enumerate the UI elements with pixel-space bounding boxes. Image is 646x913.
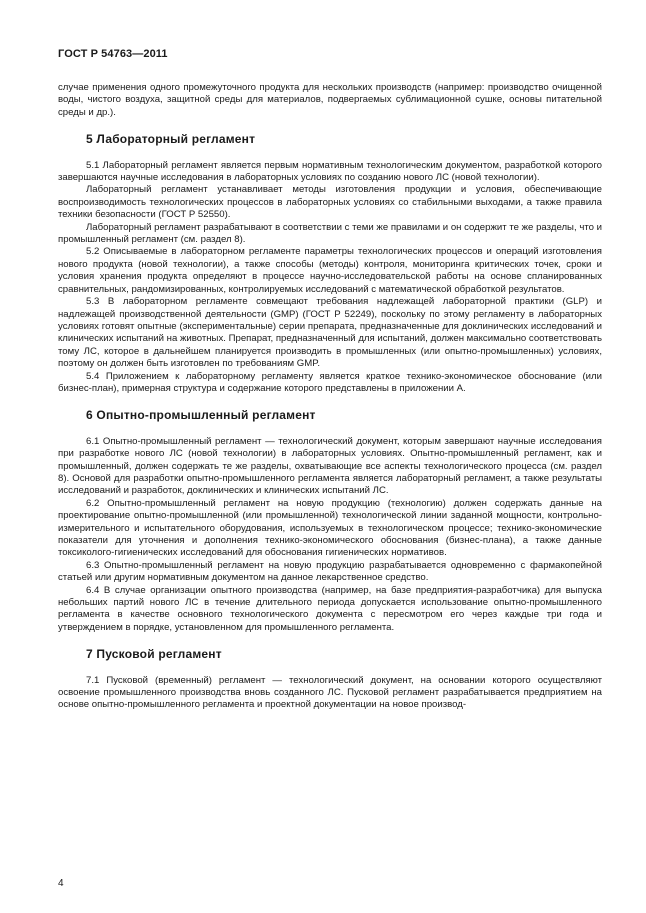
section-5-paragraph-1: 5.1 Лабораторный регламент является первым нормативным технологическим документом, разработкой которого завершаются научные исследования в лабораторных условиях по созданию нового ЛС (новой технологии). xyxy=(58,159,602,184)
section-5-paragraph-5: 5.3 В лабораторном регламенте совмещают требования надлежащей лабораторной практики (GLP) и надлежащей производственной деятельности (GMP) (ГОСТ Р 52249), поскольку по этому регламенту в лабораторных условиях готовят опытные (экспериментальные) серии препарата, предназначенные для доклинических исследований и клинических испытаний на животных. Препарат, предназначенный для испытаний, должен максимально соответствовать тому ЛС, которое в дальнейшем планируется производить в промышленных (или опытно-промышленных) условиях, поэтому он должен быть изготовлен по требованиям GMP. xyxy=(58,296,602,370)
document-header: ГОСТ Р 54763—2011 xyxy=(58,48,168,60)
section-7-heading: 7 Пусковой регламент xyxy=(86,647,222,662)
intro-paragraph: случае применения одного промежуточного продукта для нескольких производств (например: производство очищенной воды, чистого воздуха, защитной среды для материалов, подвергаемых сублимационной сушке, основы питательной среды и др.). xyxy=(58,82,602,118)
document-body xyxy=(58,82,602,712)
section-5-paragraph-4: 5.2 Описываемые в лабораторном регламенте параметры технологических процессов и операций изготовления нового продукта (новой технологии), а также способы (методы) контроля, мониторинга критических точек, сроки и условия хранения продукта определяют в процессе научно-исследовательской работы на основе спланированных сравнительных, рандомизированных, контролируемых исследований с математической обработкой результатов. xyxy=(58,246,602,295)
section-5-paragraph-6: 5.4 Приложением к лабораторному регламенту является краткое технико-экономическое обоснование (или бизнес-план), примерная структура и содержание которого представлены в приложении А. xyxy=(58,370,602,394)
section-5-paragraph-2: Лабораторный регламент устанавливает методы изготовления продукции и условия, обеспечивающие воспроизводимость технологических процессов в лабораторных условиях со стабильными выходами, а также правила техники безопасности (ГОСТ Р 52550). xyxy=(58,184,602,221)
section-5-heading: 5 Лабораторный регламент xyxy=(86,132,256,147)
section-5-paragraph-3: Лабораторный регламент разрабатывают в соответствии с теми же правилами и он содержит те же разделы, что и промышленный регламент (см. раздел 8). xyxy=(58,221,602,246)
section-7-paragraph-1: 7.1 Пусковой (временный) регламент — технологический документ, на основании которого осуществляют освоение промышленного производства вновь созданного ЛС. Пусковой регламент разрабатывается предприятием на основе опытно-промышленного регламента и проектной документации на новое производ- xyxy=(58,674,602,711)
section-6-heading: 6 Опытно-промышленный регламент xyxy=(86,408,316,423)
page-number: 4 xyxy=(58,878,64,889)
section-6-paragraph-3: 6.3 Опытно-промышленный регламент на новую продукцию разрабатывается одновременно с фармакопейной статьей или другим нормативным документом на данное лекарственное средство. xyxy=(58,559,602,584)
section-6-paragraph-4: 6.4 В случае организации опытного производства (например, на базе предприятия-разработчика) для выпуска небольших партий нового ЛС в течение длительного периода допускается использование опытно-промышленного регламента в качестве основного технологического документа с пересмотром его через каждые три года и утверждением в порядке, установленном для промышленного регламента. xyxy=(58,584,602,633)
section-6-paragraph-2: 6.2 Опытно-промышленный регламент на новую продукцию (технологию) должен содержать данные на проектирование опытно-промышленной (или промышленной) технологической линии заданной мощности, контрольно-измерительного и испытательного оборудования, используемых в технологическом процессе; технико-экономические показатели для уточнения и дополнения технико-экономического обоснования (бизнес-плана), а также данные токсиколого-гигиенических исследований для обоснования гигиенических нормативов. xyxy=(58,497,602,559)
section-6-paragraph-1: 6.1 Опытно-промышленный регламент — технологический документ, которым завершают научные исследования при разработке нового ЛС (новой технологии) в лабораторных условиях. Опытно-промышленный регламент, как и промышленный, должен содержать те же разделы, охватывающие все аспекты технологического процесса (см. раздел 8). Основой для разработки опытно-промышленного регламента является лабораторный регламент, а также результаты исследований и разработок, доклинических и клинических испытаний ЛС. xyxy=(58,435,602,497)
